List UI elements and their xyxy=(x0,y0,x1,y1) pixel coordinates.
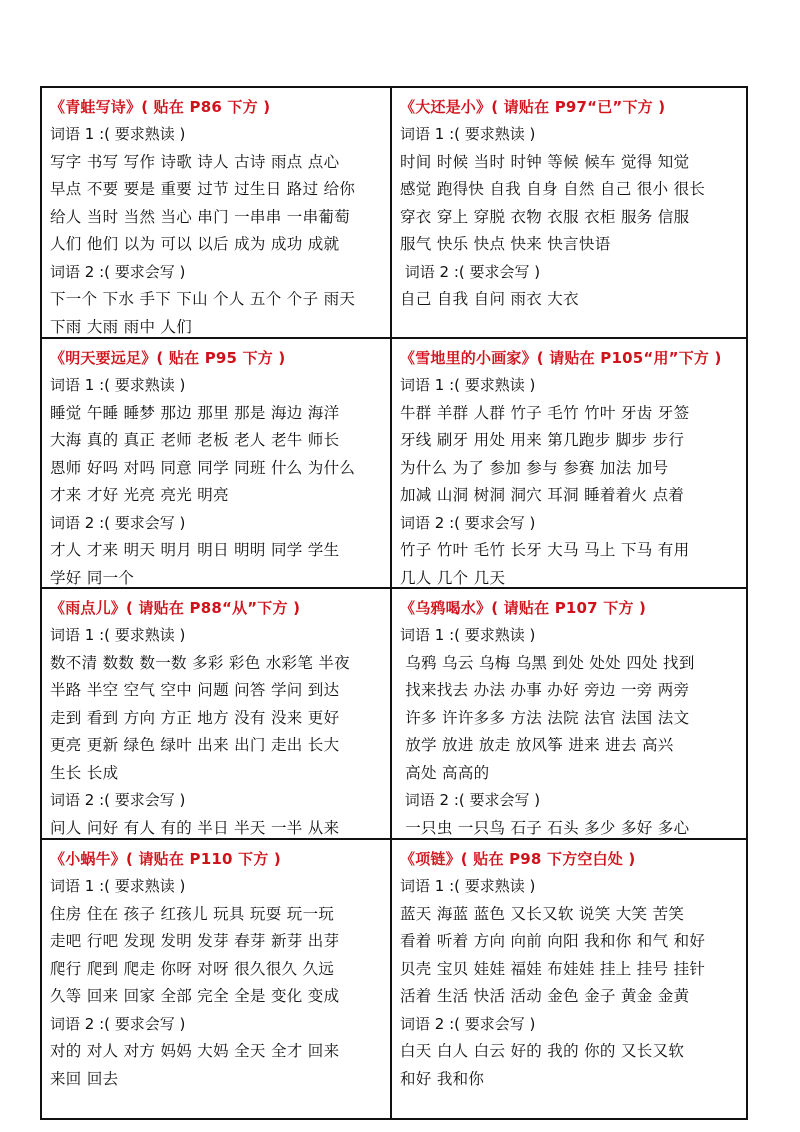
read-words-line: 人们 他们 以为 可以 以后 成为 成功 成就 xyxy=(50,235,340,253)
write-words-line: 对的 对人 对方 妈妈 大妈 全天 全才 回来 xyxy=(50,1042,340,1060)
read-words-line: 数不清 数数 数一数 多彩 彩色 水彩笔 半夜 xyxy=(50,653,350,672)
lesson-cell xyxy=(42,339,392,589)
read-words-line: 活着 生活 快活 活动 金色 金子 黄金 金黄 xyxy=(400,987,690,1005)
read-words-line: 感觉 跑得快 自我 自身 自然 自己 很小 很长 xyxy=(400,180,706,198)
lesson-title: 《青蛙写诗》( 贴在 P86 下方 ) xyxy=(50,98,271,116)
write-words-label: 词语 2 :( 要求会写 ) xyxy=(50,791,186,809)
write-words-line: 才人 才来 明天 明月 明日 明明 同学 学生 xyxy=(50,541,340,559)
read-words-line: 才来 才好 光亮 亮光 明亮 xyxy=(50,486,229,504)
write-words-line: 一只虫 一只鸟 石子 石头 多少 多好 多心 xyxy=(400,818,690,837)
read-words-line: 蓝天 海蓝 蓝色 又长又软 说笑 大笑 苦笑 xyxy=(400,904,685,923)
read-words-line: 穿衣 穿上 穿脱 衣物 衣服 衣柜 服务 信服 xyxy=(400,207,690,226)
read-words-label: 词语 1 :( 要求熟读 ) xyxy=(400,877,536,895)
lesson-cell xyxy=(42,840,392,1118)
read-words-line: 牛群 羊群 人群 竹子 毛竹 竹叶 牙齿 牙签 xyxy=(400,403,690,422)
write-words-label: 词语 2 :( 要求会写 ) xyxy=(400,262,541,281)
read-words-line: 住房 住在 孩子 红孩儿 玩具 玩耍 玩一玩 xyxy=(50,904,335,923)
write-words-line: 来回 回去 xyxy=(50,1069,119,1088)
lesson-title: 《大还是小》( 请贴在 P97“已”下方 ) xyxy=(400,98,666,116)
read-words-line: 走到 看到 方向 方正 地方 没有 没来 更好 xyxy=(50,708,340,727)
read-words-label: 词语 1 :( 要求熟读 ) xyxy=(400,125,536,143)
write-words-line: 和好 我和你 xyxy=(400,1069,485,1088)
lesson-cell xyxy=(392,840,748,1118)
read-words-line: 给人 当时 当然 当心 串门 一串串 一串葡萄 xyxy=(50,207,350,226)
write-words-line: 竹子 竹叶 毛竹 长牙 大马 马上 下马 有用 xyxy=(400,541,690,559)
read-words-line: 许多 许许多多 方法 法院 法官 法国 法文 xyxy=(400,708,690,727)
read-words-line: 时间 时候 当时 时钟 等候 候车 觉得 知觉 xyxy=(400,152,690,171)
write-words-label: 词语 2 :( 要求会写 ) xyxy=(400,513,536,532)
lesson-title: 《乌鸦喝水》( 请贴在 P107 下方 ) xyxy=(400,599,647,617)
write-words-line: 下一个 下水 手下 下山 个人 五个 个子 雨天 xyxy=(50,290,356,308)
write-words-label: 词语 2 :( 要求会写 ) xyxy=(50,1014,186,1033)
write-words-line: 自己 自我 自问 雨衣 大衣 xyxy=(400,290,579,308)
read-words-line: 更亮 更新 绿色 绿叶 出来 出门 走出 长大 xyxy=(50,736,340,754)
write-words-line: 几人 几个 几天 xyxy=(400,568,506,587)
read-words-line: 大海 真的 真正 老师 老板 老人 老牛 师长 xyxy=(50,431,340,449)
write-words-line: 下雨 大雨 雨中 人们 xyxy=(50,317,193,336)
read-words-line: 半路 半空 空气 空中 问题 问答 学问 到达 xyxy=(50,681,340,699)
read-words-label: 词语 1 :( 要求熟读 ) xyxy=(50,877,186,895)
lesson-title: 《明天要远足》( 贴在 P95 下方 ) xyxy=(50,349,286,367)
lesson-title: 《雨点儿》( 请贴在 P88“从”下方 ) xyxy=(50,599,301,617)
read-words-line: 爬行 爬到 爬走 你呀 对呀 很久很久 久远 xyxy=(50,959,335,978)
read-words-label: 词语 1 :( 要求熟读 ) xyxy=(50,376,186,394)
read-words-line: 生长 长成 xyxy=(50,763,119,782)
read-words-line: 找来找去 办法 办事 办好 旁边 一旁 两旁 xyxy=(400,681,690,699)
lesson-title: 《小蜗牛》( 请贴在 P110 下方 ) xyxy=(50,850,281,868)
read-words-line: 乌鸦 乌云 乌梅 乌黑 到处 处处 四处 找到 xyxy=(400,653,695,672)
read-words-line: 久等 回来 回家 全部 完全 全是 变化 变成 xyxy=(50,987,340,1005)
read-words-line: 走吧 行吧 发现 发明 发芽 春芽 新芽 出芽 xyxy=(50,932,340,950)
read-words-line: 为什么 为了 参加 参与 参赛 加法 加号 xyxy=(400,458,669,477)
write-words-label: 词语 2 :( 要求会写 ) xyxy=(50,262,186,281)
read-words-line: 看着 听着 方向 向前 向阳 我和你 和气 和好 xyxy=(400,932,706,950)
lesson-cell xyxy=(392,589,748,840)
read-words-label: 词语 1 :( 要求熟读 ) xyxy=(400,376,536,394)
vocabulary-table xyxy=(40,86,748,1120)
read-words-line: 早点 不要 要是 重要 过节 过生日 路过 给你 xyxy=(50,180,356,198)
lesson-title: 《雪地里的小画家》( 请贴在 P105“用”下方 ) xyxy=(400,349,722,367)
read-words-label: 词语 1 :( 要求熟读 ) xyxy=(50,626,186,644)
read-words-line: 加减 山洞 树洞 洞穴 耳洞 睡着着火 点着 xyxy=(400,486,685,504)
write-words-line: 白天 白人 白云 好的 我的 你的 又长又软 xyxy=(400,1042,685,1060)
lesson-cell xyxy=(42,88,392,339)
read-words-label: 词语 1 :( 要求熟读 ) xyxy=(50,125,186,143)
read-words-line: 放学 放进 放走 放风筝 进来 进去 高兴 xyxy=(400,736,674,754)
read-words-line: 睡觉 午睡 睡梦 那边 那里 那是 海边 海洋 xyxy=(50,403,340,422)
lesson-cell xyxy=(42,589,392,840)
lesson-cell xyxy=(392,88,748,339)
lesson-title: 《项链》( 贴在 P98 下方空白处 ) xyxy=(400,850,636,868)
write-words-label: 词语 2 :( 要求会写 ) xyxy=(400,791,541,809)
write-words-line: 问人 问好 有人 有的 半日 半天 一半 从来 xyxy=(50,818,340,837)
read-words-line: 牙线 刷牙 用处 用来 第几跑步 脚步 步行 xyxy=(400,431,685,449)
read-words-line: 恩师 好吗 对吗 同意 同学 同班 什么 为什么 xyxy=(50,458,356,477)
read-words-line: 写字 书写 写作 诗歌 诗人 古诗 雨点 点心 xyxy=(50,152,340,171)
read-words-line: 服气 快乐 快点 快来 快言快语 xyxy=(400,235,611,253)
read-words-line: 高处 高高的 xyxy=(400,763,490,782)
read-words-line: 贝壳 宝贝 娃娃 福娃 布娃娃 挂上 挂号 挂针 xyxy=(400,959,706,978)
write-words-label: 词语 2 :( 要求会写 ) xyxy=(400,1014,536,1033)
lesson-cell xyxy=(392,339,748,589)
write-words-line: 学好 同一个 xyxy=(50,568,135,587)
write-words-label: 词语 2 :( 要求会写 ) xyxy=(50,513,186,532)
read-words-label: 词语 1 :( 要求熟读 ) xyxy=(400,626,536,644)
